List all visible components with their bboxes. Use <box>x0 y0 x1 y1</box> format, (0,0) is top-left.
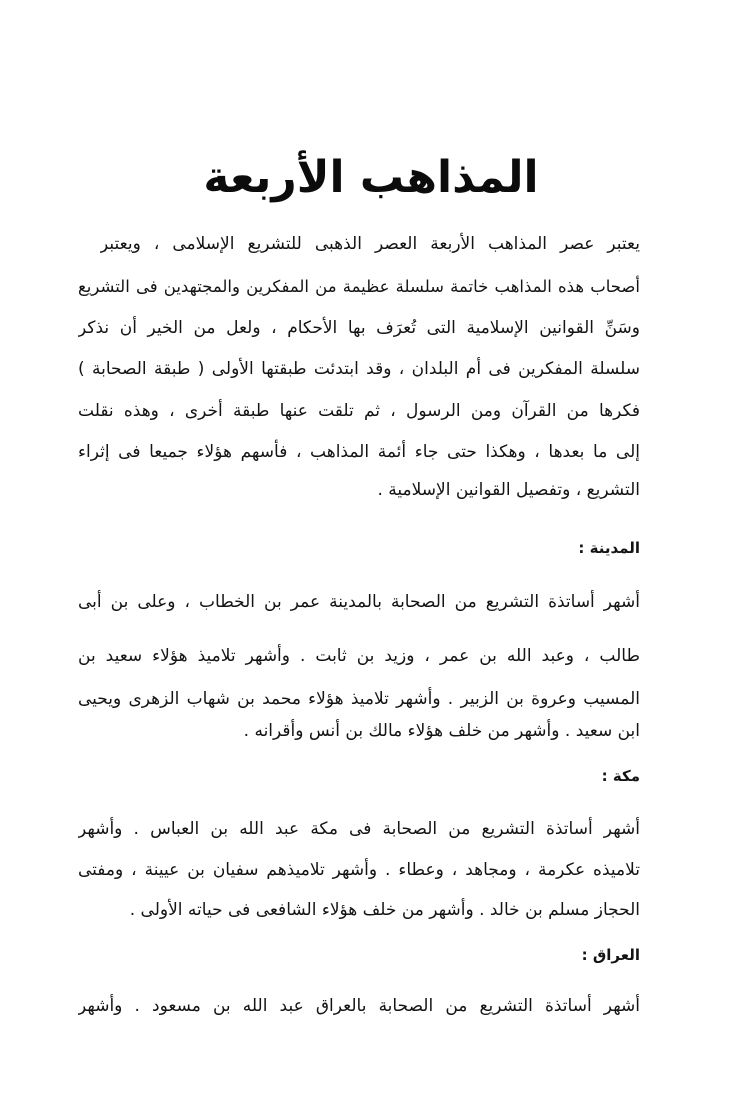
intro-line: أصحاب هذه المذاهب خاتمة سلسلة عظيمة من المفكرين والمجتهدين فى التشريع <box>78 277 640 296</box>
section-heading-iraq: العراق : <box>581 946 640 964</box>
intro-line: سلسلة المفكرين فى أم البلدان ، وقد ابتدئت طبقتها الأولى ( طبقة الصحابة ) <box>78 359 640 379</box>
intro-line: فكرها من القرآن ومن الرسول ، ثم تلقت عنها طبقة أخرى ، وهذه نقلت <box>78 401 640 421</box>
intro-line: التشريع ، وتفصيل القوانين الإسلامية . <box>377 480 640 500</box>
mecca-line: أشهر أساتذة التشريع من الصحابة فى مكة عبد الله بن العباس . وأشهر <box>78 819 640 839</box>
section-heading-mecca: مكة : <box>601 767 640 785</box>
medina-line: أشهر أساتذة التشريع من الصحابة بالمدينة عمر بن الخطاب ، وعلى بن أبى <box>78 592 640 612</box>
intro-line: وسَنِّ القوانين الإسلامية التى تُعرَف بها الأحكام ، ولعل من الخير أن نذكر <box>78 318 640 338</box>
medina-line: المسيب وعروة بن الزبير . وأشهر تلاميذ هؤلاء محمد بن شهاب الزهرى ويحيى <box>78 689 640 709</box>
medina-line: ابن سعيد . وأشهر من خلف هؤلاء مالك بن أنس وأقرانه . <box>243 721 640 741</box>
section-heading-medina: المدينة : <box>578 539 640 557</box>
page-title: المذاهب الأربعة <box>203 152 539 203</box>
mecca-line: تلاميذه عكرمة ، ومجاهد ، وعطاء . وأشهر تلاميذهم سفيان بن عيينة ، ومفتى <box>78 860 640 880</box>
intro-line: يعتبر عصر المذاهب الأربعة العصر الذهبى للتشريع الإسلامى ، ويعتبر <box>100 234 640 254</box>
iraq-line: أشهر أساتذة التشريع من الصحابة بالعراق عبد الله بن مسعود . وأشهر <box>78 996 640 1016</box>
intro-line: إلى ما بعدها ، وهكذا حتى جاء أئمة المذاهب ، فأسهم هؤلاء جميعا فى إثراء <box>78 442 640 462</box>
mecca-line: الحجاز مسلم بن خالد . وأشهر من خلف هؤلاء الشافعى فى حياته الأولى . <box>129 900 640 920</box>
medina-line: طالب ، وعبد الله بن عمر ، وزيد بن ثابت . وأشهر تلاميذ هؤلاء سعيد بن <box>78 646 640 666</box>
